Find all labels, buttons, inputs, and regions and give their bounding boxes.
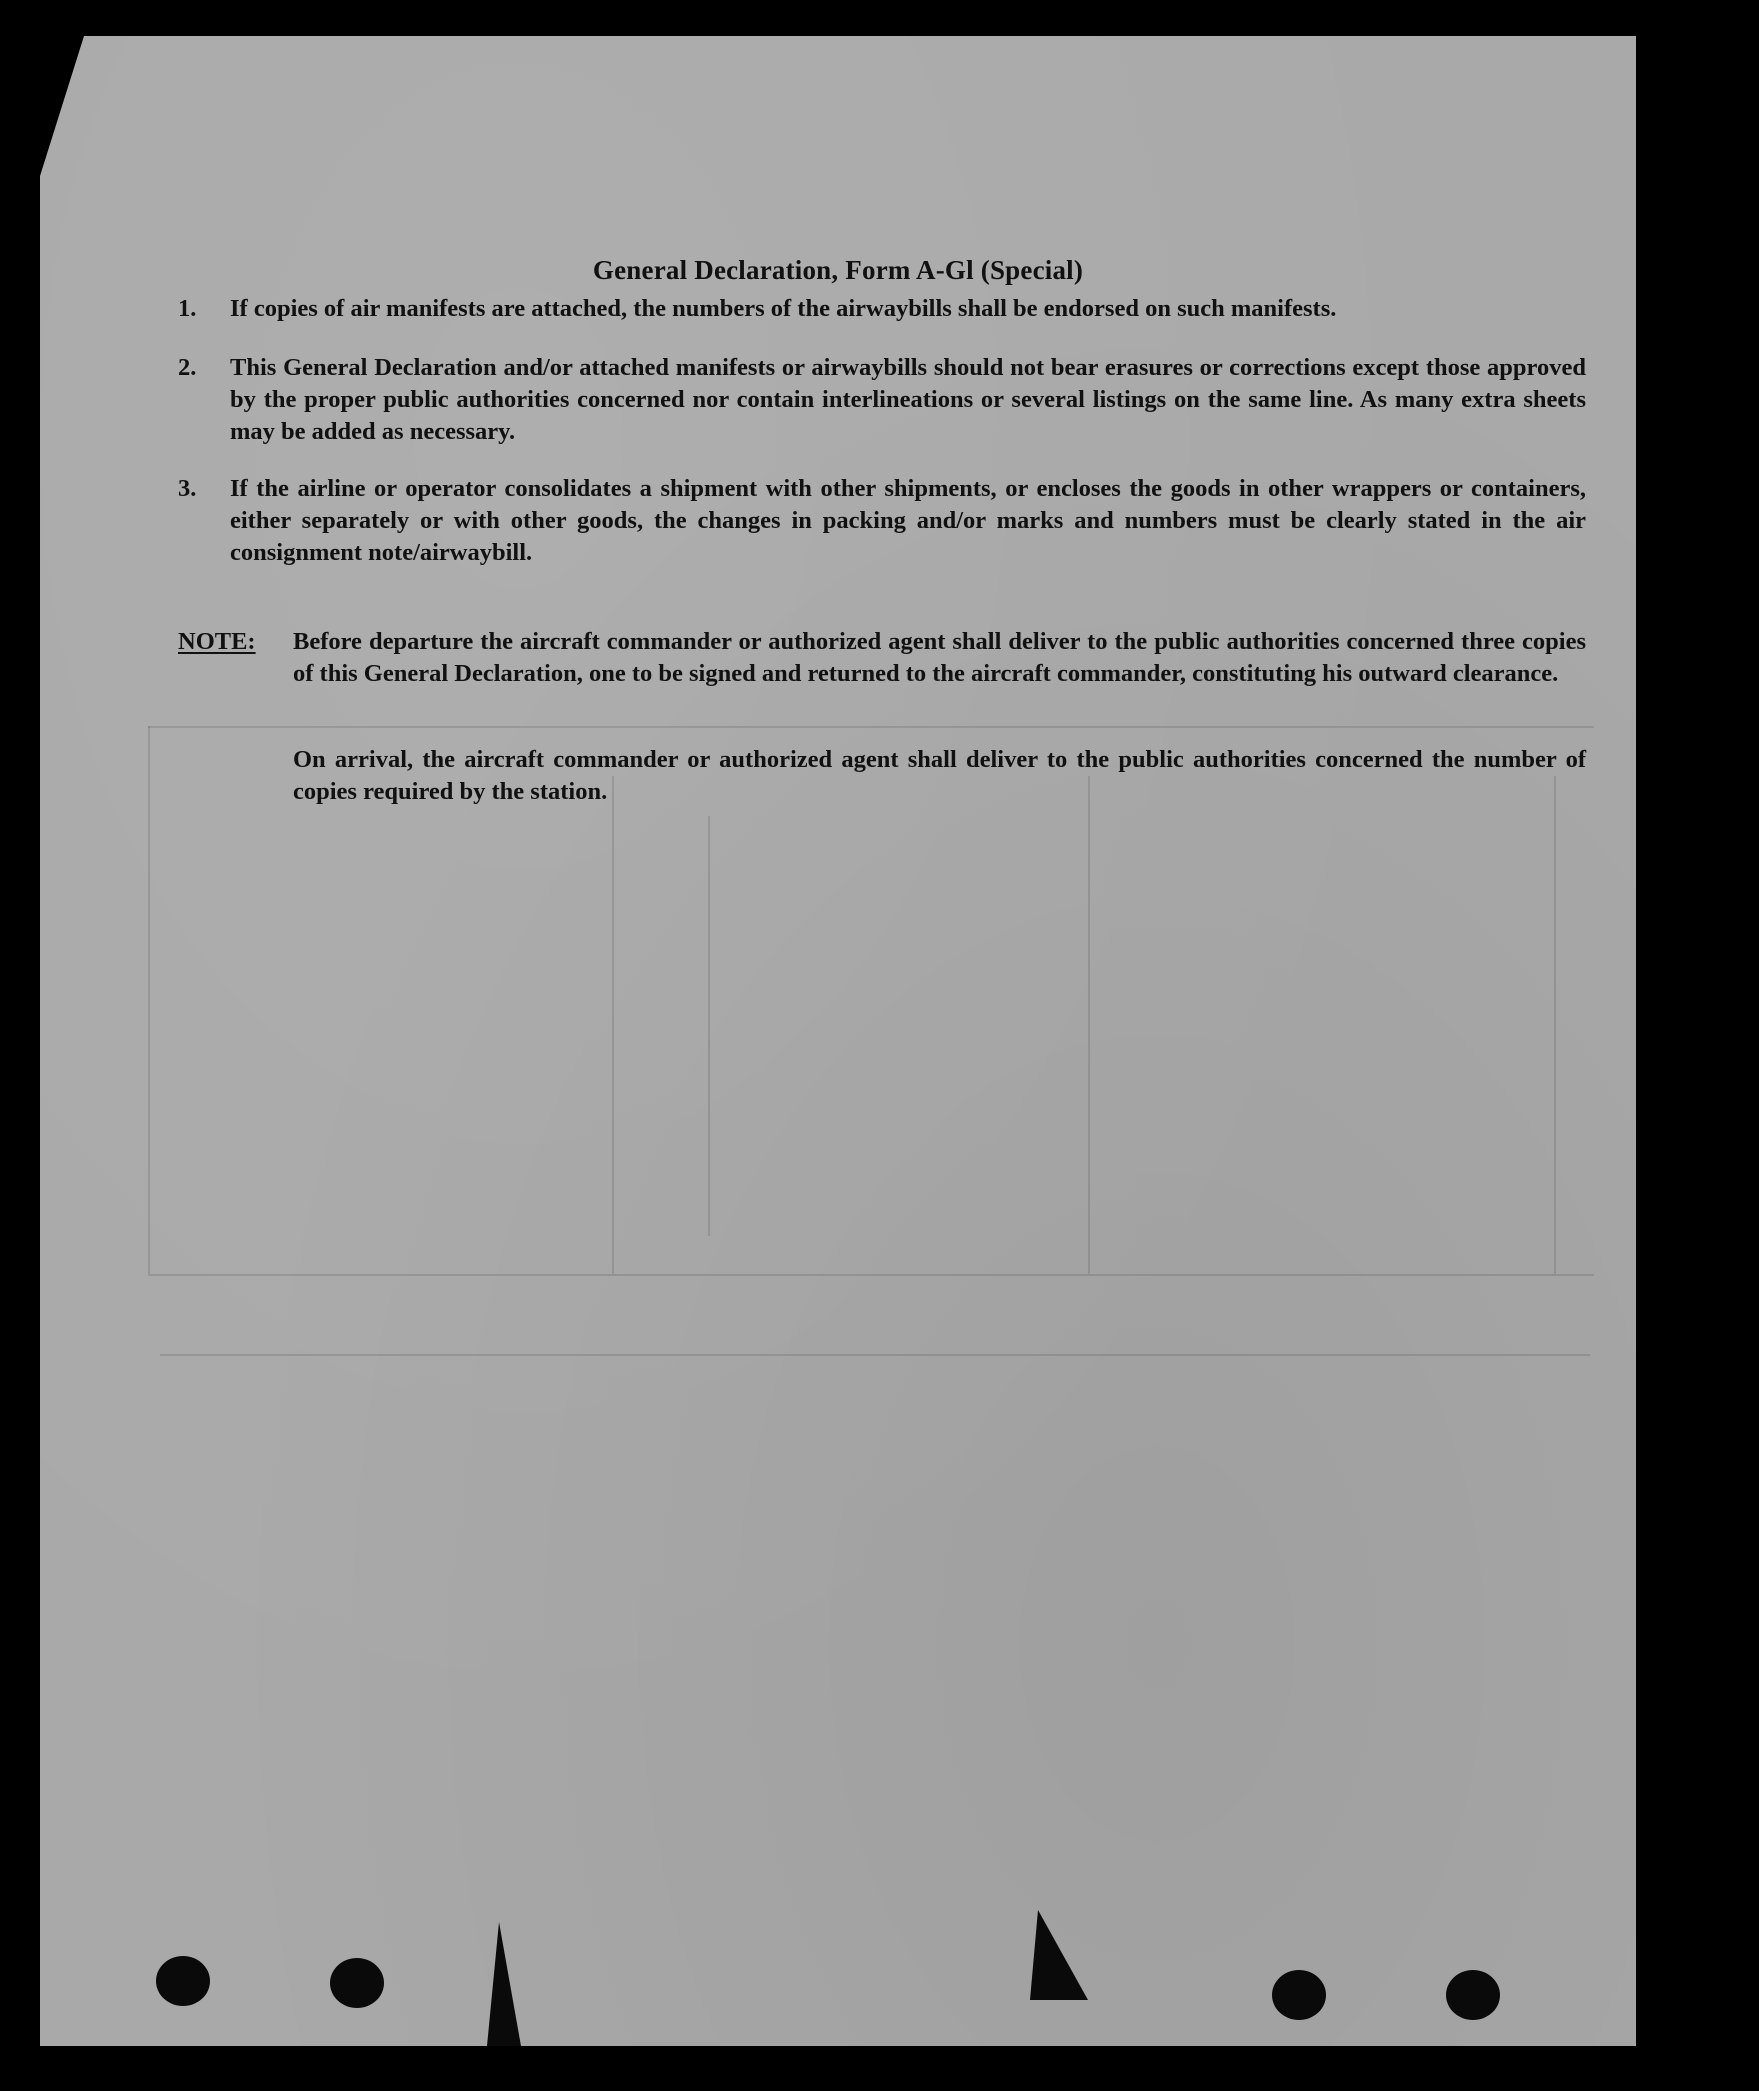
bleed-through-line xyxy=(708,816,710,1236)
note-paragraph-2: On arrival, the aircraft commander or authorized agent shall deliver to the public authorities concerned the number of copies required by the station. xyxy=(293,746,1586,805)
bleed-through-line xyxy=(148,1274,1594,1276)
punch-hole xyxy=(1446,1970,1500,2020)
note-paragraph-1: Before departure the aircraft commander or authorized agent shall deliver to the public authorities concerned three copies of this General Declaration, one to be signed and returned to the aircraft commander, constituting his outward clearance. xyxy=(293,628,1586,687)
bleed-through-line xyxy=(1554,776,1556,1274)
punch-hole xyxy=(1272,1970,1326,2020)
bleed-through-line xyxy=(148,726,1594,728)
item-text: If the airline or operator consolidates a shipment with other shipments, or encloses the goods in other wrappers or containers, either separately or with other goods, the changes in packing and/or marks and numbers must be clearly stated in the air consignment note/airwaybill. xyxy=(230,475,1586,566)
torn-notch xyxy=(1030,1910,1088,2000)
item-number: 3. xyxy=(178,475,197,502)
instruction-item-2 xyxy=(178,352,1586,448)
punch-hole xyxy=(330,1958,384,2008)
bleed-through-line xyxy=(148,726,150,1274)
bleed-through-line xyxy=(612,776,614,1274)
instruction-item-1 xyxy=(178,293,1586,325)
punch-hole xyxy=(156,1956,210,2006)
item-text: If copies of air manifests are attached, the numbers of the airwaybills shall be endorsed on such manifests. xyxy=(230,295,1337,322)
document-title: General Declaration, Form A-Gl (Special) xyxy=(592,255,1084,285)
bleed-through-line xyxy=(160,1354,1590,1356)
item-text: This General Declaration and/or attached manifests or airwaybills should not bear erasures or corrections except those approved by the proper public authorities concerned nor contain interlineations or several listings on the same line. As many extra sheets may be added as necessary. xyxy=(230,354,1586,445)
item-number: 2. xyxy=(178,354,197,381)
bleed-through-line xyxy=(1088,776,1090,1274)
folded-corner xyxy=(40,36,84,176)
item-number: 1. xyxy=(178,295,197,322)
instruction-item-3 xyxy=(178,473,1586,569)
document-page xyxy=(40,36,1636,2046)
torn-notch xyxy=(487,1922,521,2046)
note-label: NOTE: xyxy=(178,628,256,655)
